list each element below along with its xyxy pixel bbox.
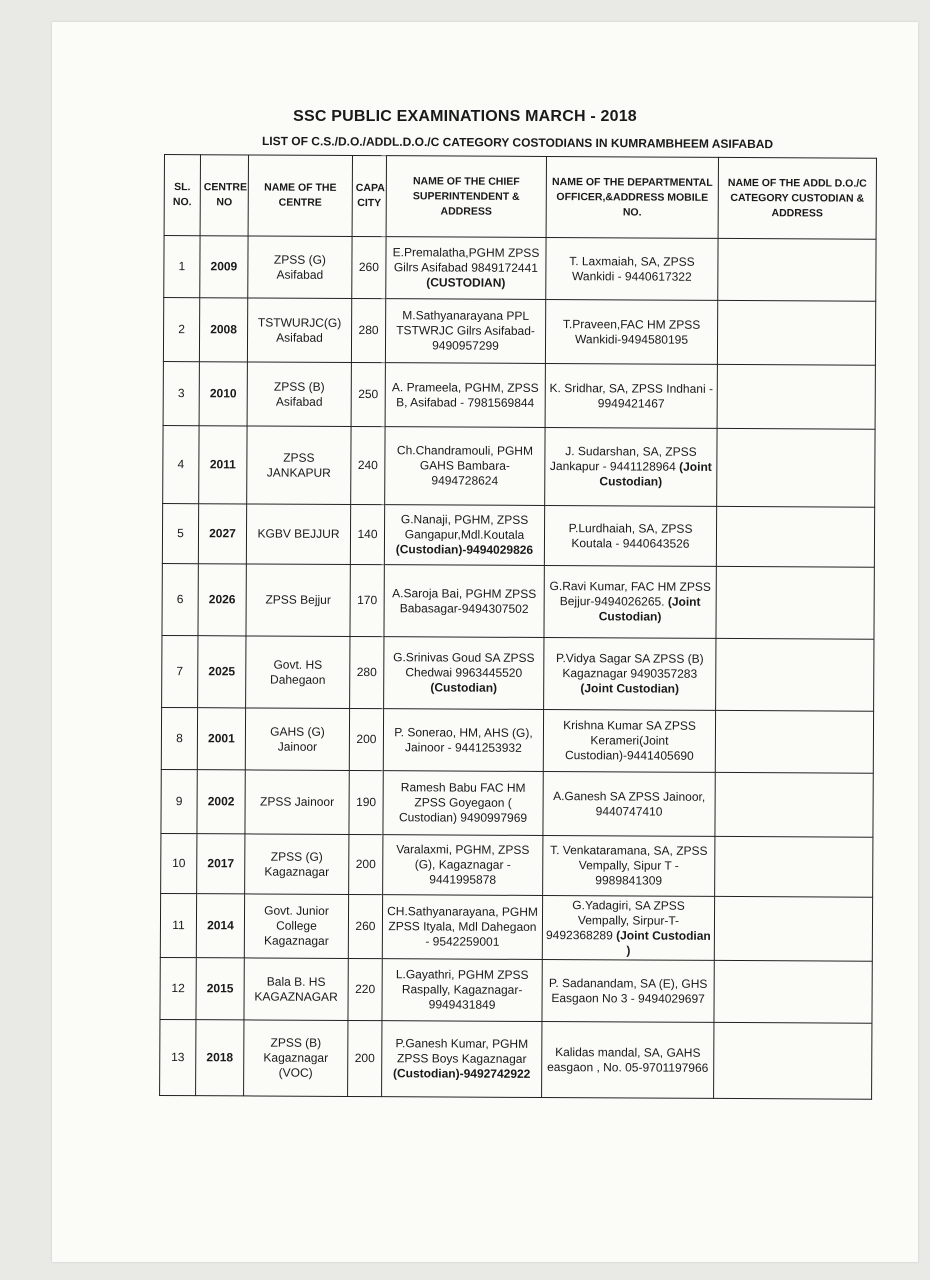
cell-departmental-officer (542, 895, 714, 960)
cell-centre-name: Govt. HS Dahegaon (246, 636, 350, 709)
cell-addl-custodian (714, 1022, 872, 1099)
cs-details: E.Premalatha,PGHM ZPSS Gilrs Asifabad 9849172441 (392, 245, 540, 275)
header-sl: SL. NO. (164, 155, 200, 236)
do-details: G.Ravi Kumar, FAC HM ZPSS Bejjur-9494026265. (549, 579, 711, 609)
cell-chief-superintendent (385, 299, 545, 364)
cell-chief-superintendent (385, 427, 545, 506)
cell-sl-no: 6 (162, 563, 198, 635)
cell-departmental-officer (545, 363, 717, 428)
cell-chief-superintendent (385, 363, 545, 428)
cell-sl-no: 12 (160, 957, 196, 1019)
cell-centre-no: 2027 (198, 504, 246, 564)
cell-centre-no: 2014 (196, 894, 244, 958)
cell-sl-no: 4 (163, 425, 199, 503)
cell-addl-custodian (716, 506, 874, 567)
cell-centre-name: ZPSS (B) Asifabad (247, 362, 351, 427)
cell-departmental-officer (544, 565, 716, 638)
table-row (161, 833, 873, 897)
do-details: P. Sadanandam, SA (E), GHS Easgaon No 3 - 9494029697 (548, 975, 708, 1006)
cell-chief-superintendent (384, 637, 544, 710)
cell-capacity: 260 (348, 894, 382, 958)
do-custodian-tag: (Joint Custodian ) (616, 927, 711, 957)
cell-centre-no: 2017 (197, 834, 245, 894)
document-subtitle: LIST OF C.S./D.O./ADDL.D.O./C CATEGORY COSTODIANS IN KUMRAMBHEEM ASIFABAD (261, 134, 774, 152)
cell-chief-superintendent (384, 505, 544, 566)
cell-sl-no: 5 (162, 503, 198, 563)
cs-custodian-tag: (CUSTODIAN) (426, 275, 506, 290)
header-departmental-officer: NAME OF THE DEPARTMENTAL OFFICER,&ADDRESS MOBILE NO. (546, 157, 718, 239)
cell-sl-no: 7 (162, 635, 198, 707)
cell-addl-custodian (715, 772, 873, 837)
cell-chief-superintendent (382, 1021, 542, 1098)
cell-departmental-officer (543, 709, 715, 772)
cell-centre-name: ZPSS (B) Kagaznagar (VOC) (244, 1020, 348, 1097)
table-row (160, 957, 872, 1023)
table-row (163, 298, 875, 366)
cell-addl-custodian (715, 710, 873, 773)
cell-chief-superintendent (382, 895, 542, 960)
cell-chief-superintendent (386, 237, 546, 300)
cell-addl-custodian (714, 960, 872, 1023)
cs-details: G.Srinivas Goud SA ZPSS Chedwai 9963445520 (393, 650, 535, 680)
cell-capacity: 140 (350, 504, 384, 564)
cell-sl-no: 8 (161, 707, 197, 769)
cell-departmental-officer (544, 505, 716, 566)
cs-details: G.Nanaji, PGHM, ZPSS Gangapur,Mdl.Koutala (400, 512, 529, 542)
cell-centre-name: ZPSS (G) Kagaznagar (245, 834, 349, 895)
cell-capacity: 170 (350, 564, 384, 636)
cell-addl-custodian (717, 300, 875, 365)
do-custodian-tag: (Joint Custodian) (580, 681, 680, 696)
cell-capacity: 260 (352, 236, 386, 298)
cell-centre-no: 2008 (199, 298, 247, 362)
cell-addl-custodian (714, 896, 872, 961)
do-details: T.Praveen,FAC HM ZPSS Wankidi-9494580195 (562, 316, 701, 347)
do-details: T. Laxmaiah, SA, ZPSS Wankidi - 9440617322 (569, 253, 695, 284)
cs-details: Ch.Chandramouli, PGHM GAHS Bambara-9494728624 (396, 443, 534, 488)
cell-capacity: 240 (351, 426, 385, 504)
table-row (163, 425, 875, 507)
cell-chief-superintendent (383, 771, 543, 836)
cell-centre-no: 2010 (199, 362, 247, 426)
header-row (164, 155, 876, 240)
cell-departmental-officer (543, 835, 715, 896)
cell-sl-no: 13 (160, 1019, 196, 1095)
header-capacity: CAPA CITY (352, 155, 386, 236)
cell-sl-no: 9 (161, 769, 197, 833)
table-body (160, 236, 876, 1100)
cell-sl-no: 1 (164, 236, 200, 298)
cell-chief-superintendent (382, 959, 542, 1022)
cell-centre-name: GAHS (G) Jainoor (245, 708, 349, 771)
document-title: SSC PUBLIC EXAMINATIONS MARCH - 2018 (293, 108, 637, 125)
cell-sl-no: 2 (163, 298, 199, 362)
cell-addl-custodian (715, 836, 873, 897)
cell-capacity: 200 (349, 708, 383, 770)
cell-departmental-officer (546, 238, 718, 301)
cell-departmental-officer (542, 959, 714, 1022)
header-addl-custodian: NAME OF THE ADDL D.O./C CATEGORY CUSTODIAN & ADDRESS (718, 157, 876, 239)
do-custodian-tag: (Joint Custodian) (599, 459, 712, 489)
do-details: K. Sridhar, SA, ZPSS Indhani - 9949421467 (549, 380, 714, 411)
table-row (161, 769, 873, 837)
table-row (163, 361, 875, 429)
cs-custodian-tag: (Custodian)-9494029826 (395, 542, 534, 557)
cell-sl-no: 10 (161, 833, 197, 893)
do-details: P.Lurdhaiah, SA, ZPSS Koutala - 9440643526 (568, 520, 693, 551)
table-row (162, 635, 874, 711)
table-row (162, 563, 874, 639)
header-centre-no: CENTRE NO (200, 155, 248, 236)
cell-addl-custodian (716, 638, 874, 711)
cs-details: CH.Sathyanarayana, PGHM ZPSS Ityala, Mdl Dahegaon - 9542259001 (387, 904, 538, 949)
cell-centre-name: ZPSS Jainoor (245, 770, 349, 835)
cell-sl-no: 11 (160, 893, 196, 957)
cell-centre-name: Govt. Junior College Kagaznagar (244, 894, 348, 959)
do-details: Kalidas mandal, SA, GAHS easgaon , No. 05-9701197966 (547, 1044, 709, 1075)
cell-addl-custodian (716, 566, 874, 639)
cell-departmental-officer (544, 637, 716, 710)
cell-addl-custodian (717, 364, 875, 429)
cs-details: A. Prameela, PGHM, ZPSS B, Asifabad - 7981569844 (391, 379, 539, 410)
cell-capacity: 200 (349, 834, 383, 894)
cell-centre-no: 2025 (198, 636, 246, 708)
cell-centre-name: ZPSS (G) Asifabad (248, 236, 352, 299)
cell-departmental-officer (545, 427, 717, 506)
cell-capacity: 280 (350, 636, 384, 708)
cell-centre-no: 2009 (200, 236, 248, 298)
cell-centre-name: Bala B. HS KAGAZNAGAR (244, 958, 348, 1021)
custodian-table (159, 154, 877, 1100)
cell-chief-superintendent (383, 709, 543, 772)
do-custodian-tag: (Joint Custodian) (598, 594, 701, 624)
cs-details: M.Sathyanarayana PPL TSTWRJC Gilrs Asifabad-9490957299 (396, 308, 535, 353)
cs-details: A.Saroja Bai, PGHM ZPSS Babasagar-9494307502 (392, 585, 537, 616)
cs-details: L.Gayathri, PGHM ZPSS Raspally, Kagaznagar-9949431849 (395, 967, 529, 1012)
cell-chief-superintendent (383, 835, 543, 896)
cs-details: Varalaxmi, PGHM, ZPSS (G), Kagaznagar - 9441995878 (396, 842, 530, 887)
header-centre-name: NAME OF THE CENTRE (248, 155, 352, 237)
do-details: A.Ganesh SA ZPSS Jainoor, 9440747410 (553, 788, 706, 819)
header-chief-superintendent: NAME OF THE CHIEF SUPERINTENDENT & ADDRESS (386, 156, 546, 238)
cell-centre-no: 2001 (197, 708, 245, 770)
do-details: T. Venkataramana, SA, ZPSS Vempally, Sipur T - 9989841309 (550, 843, 708, 888)
cell-centre-name: ZPSS Bejjur (246, 564, 350, 637)
table-row (162, 503, 874, 567)
cell-centre-no: 2026 (198, 564, 246, 636)
cell-sl-no: 3 (163, 361, 199, 425)
table-row (160, 1019, 872, 1099)
cell-centre-no: 2015 (196, 958, 244, 1020)
table-row (160, 893, 872, 961)
cell-chief-superintendent (384, 565, 544, 638)
cell-addl-custodian (718, 238, 876, 301)
cell-departmental-officer (545, 300, 717, 365)
cs-details: P. Sonerao, HM, AHS (G), Jainoor - 9441253932 (394, 724, 533, 755)
cell-centre-name: ZPSS JANKAPUR (247, 426, 351, 505)
cs-custodian-tag: (Custodian)-9492742922 (392, 1066, 531, 1081)
table-row (161, 707, 873, 773)
cell-centre-name: TSTWURJC(G) Asifabad (247, 298, 351, 363)
cell-capacity: 200 (348, 1020, 382, 1096)
cell-centre-no: 2011 (199, 426, 247, 504)
cell-addl-custodian (717, 428, 875, 507)
do-details: G.Yadagiri, SA ZPSS Vempally, Sirpur-T-9492368289 (545, 897, 685, 942)
cell-capacity: 280 (351, 298, 385, 362)
table-row (164, 236, 876, 302)
cell-capacity: 220 (348, 958, 382, 1020)
cs-custodian-tag: (Custodian) (430, 680, 498, 695)
cell-capacity: 250 (351, 362, 385, 426)
cs-details: Ramesh Babu FAC HM ZPSS Goyegaon ( Custodian) 9490997969 (398, 780, 528, 825)
cs-details: P.Ganesh Kumar, PGHM ZPSS Boys Kagaznagar (395, 1036, 529, 1066)
do-details: P.Vidya Sagar SA ZPSS (B) Kagaznagar 9490357283 (556, 651, 704, 681)
cell-capacity: 190 (349, 770, 383, 834)
cell-departmental-officer (542, 1021, 714, 1098)
cell-centre-name: KGBV BEJJUR (246, 504, 350, 565)
do-details: Krishna Kumar SA ZPSS Kerameri(Joint Custodian)-9441405690 (563, 718, 696, 763)
do-details: J. Sudarshan, SA, ZPSS Jankapur - 9441128964 (549, 444, 697, 474)
cell-centre-no: 2002 (197, 770, 245, 834)
cell-departmental-officer (543, 771, 715, 836)
cell-centre-no: 2018 (196, 1020, 244, 1096)
